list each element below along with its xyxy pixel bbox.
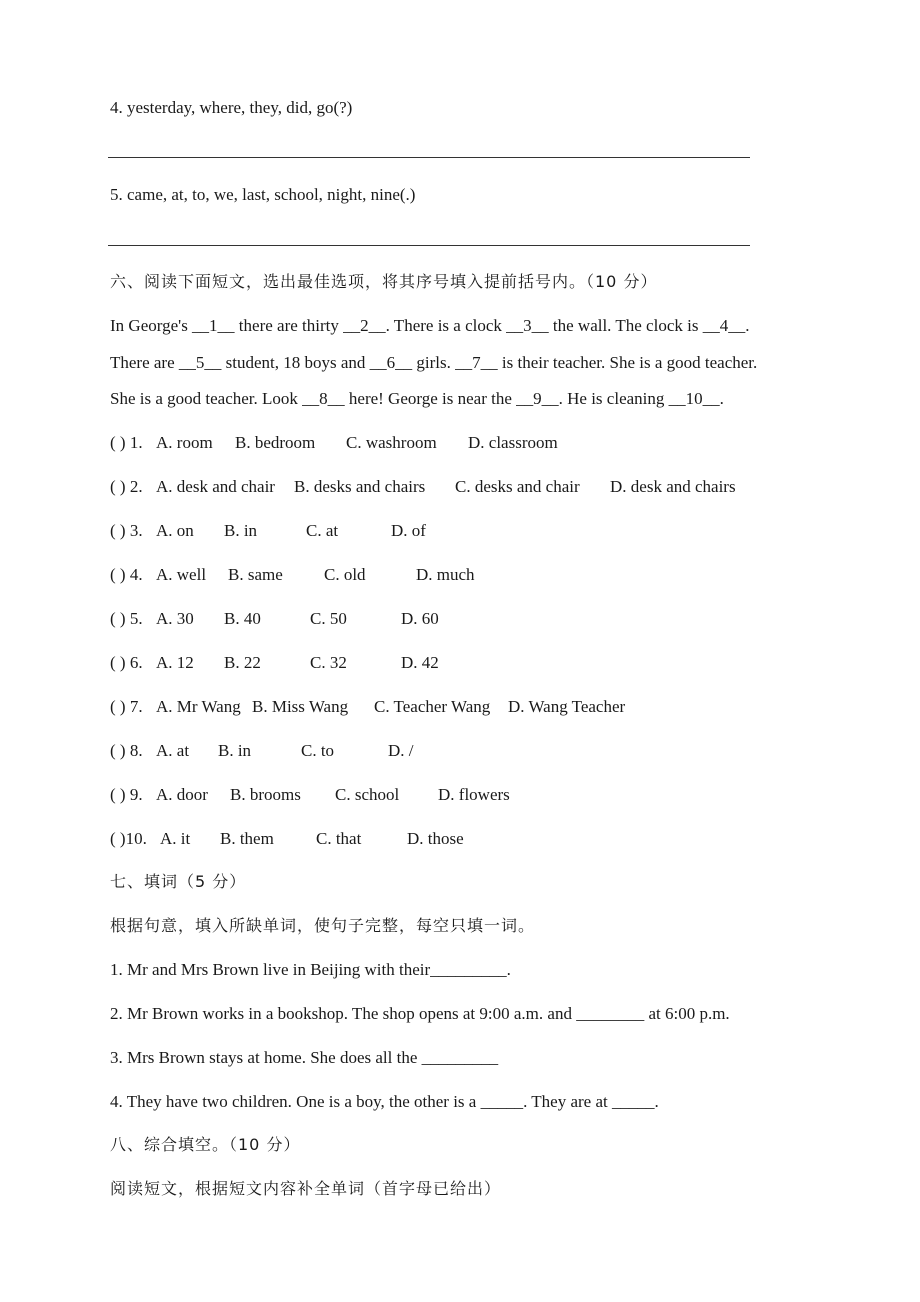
option-c: C. desks and chair <box>455 477 580 496</box>
option-c: C. Teacher Wang <box>374 697 491 716</box>
question-number: ( ) 5. <box>110 609 143 628</box>
option-a: A. Mr Wang <box>156 697 241 716</box>
fill-item-3: 3. Mrs Brown stays at home. She does all the _________ <box>110 1048 499 1067</box>
option-b: B. 22 <box>224 653 261 672</box>
option-b: B. in <box>218 741 252 760</box>
fill-item-4: 4. They have two children. One is a boy, the other is a _____. They are at _____. <box>110 1092 659 1111</box>
option-a: A. at <box>156 741 190 760</box>
question-number: ( ) 8. <box>110 741 143 760</box>
option-a: A. room <box>156 433 213 452</box>
option-b: B. in <box>224 521 258 540</box>
question-number: ( ) 3. <box>110 521 143 540</box>
option-b: B. same <box>228 565 283 584</box>
question-number: ( ) 4. <box>110 565 143 584</box>
option-d: D. 60 <box>401 609 439 628</box>
fill-item-2: 2. Mr Brown works in a bookshop. The shop opens at 9:00 a.m. and ________ at 6:00 p.m. <box>110 1004 730 1023</box>
answer-line-5 <box>108 245 750 246</box>
option-d: D. of <box>391 521 426 540</box>
reorder-question-5: 5. came, at, to, we, last, school, night, nine(.) <box>110 185 416 204</box>
passage-line-1: In George's __1__ there are thirty __2__. There is a clock __3__ the wall. The clock is __4__. <box>110 316 750 335</box>
passage-line-2: There are __5__ student, 18 boys and __6__ girls. __7__ is their teacher. She is a good teacher. <box>110 353 758 372</box>
section-8-instruction: 阅读短文，根据短文内容补全单词（首字母已给出） <box>110 1179 502 1198</box>
option-c: C. 50 <box>310 609 347 628</box>
option-b: B. Miss Wang <box>252 697 349 716</box>
option-c: C. old <box>324 565 366 584</box>
option-d: D. flowers <box>438 785 510 804</box>
reorder-question-4: 4. yesterday, where, they, did, go(?) <box>110 98 353 117</box>
question-number: ( ) 7. <box>110 697 143 716</box>
option-b: B. them <box>220 829 274 848</box>
question-number: ( ) 9. <box>110 785 143 804</box>
passage-line-3: She is a good teacher. Look __8__ here! George is near the __9__. He is cleaning __10__. <box>110 389 724 408</box>
option-b: B. 40 <box>224 609 261 628</box>
question-number: ( ) 6. <box>110 653 143 672</box>
option-c: C. 32 <box>310 653 347 672</box>
option-a: A. desk and chair <box>156 477 275 496</box>
option-b: B. brooms <box>230 785 301 804</box>
answer-line-4 <box>108 157 750 158</box>
option-a: A. door <box>156 785 208 804</box>
option-d: D. desk and chairs <box>610 477 736 496</box>
fill-item-1: 1. Mr and Mrs Brown live in Beijing with their_________. <box>110 960 511 979</box>
option-d: D. classroom <box>468 433 558 452</box>
option-d: D. those <box>407 829 464 848</box>
section-8-heading: 八、综合填空。（10 分） <box>110 1135 301 1154</box>
option-a: A. on <box>156 521 194 540</box>
option-c: C. washroom <box>346 433 437 452</box>
question-number: ( ) 2. <box>110 477 143 496</box>
option-a: A. it <box>160 829 191 848</box>
option-c: C. to <box>301 741 335 760</box>
option-a: A. 12 <box>156 653 194 672</box>
option-c: C. that <box>316 829 362 848</box>
section-6-heading: 六、阅读下面短文，选出最佳选项，将其序号填入提前括号内。（10 分） <box>110 272 658 291</box>
option-d: D. much <box>416 565 475 584</box>
option-d: D. Wang Teacher <box>508 697 626 716</box>
option-d: D. 42 <box>401 653 439 672</box>
question-number: ( ) 1. <box>110 433 143 452</box>
option-b: B. bedroom <box>235 433 316 452</box>
section-7-instruction: 根据句意，填入所缺单词，使句子完整，每空只填一词。 <box>110 916 536 935</box>
question-number: ( )10. <box>110 829 147 848</box>
section-7-heading: 七、填词（5 分） <box>110 872 247 891</box>
option-a: A. 30 <box>156 609 194 628</box>
option-c: C. school <box>335 785 400 804</box>
option-c: C. at <box>306 521 339 540</box>
option-d: D. / <box>388 741 414 760</box>
option-a: A. well <box>156 565 207 584</box>
option-b: B. desks and chairs <box>294 477 426 496</box>
